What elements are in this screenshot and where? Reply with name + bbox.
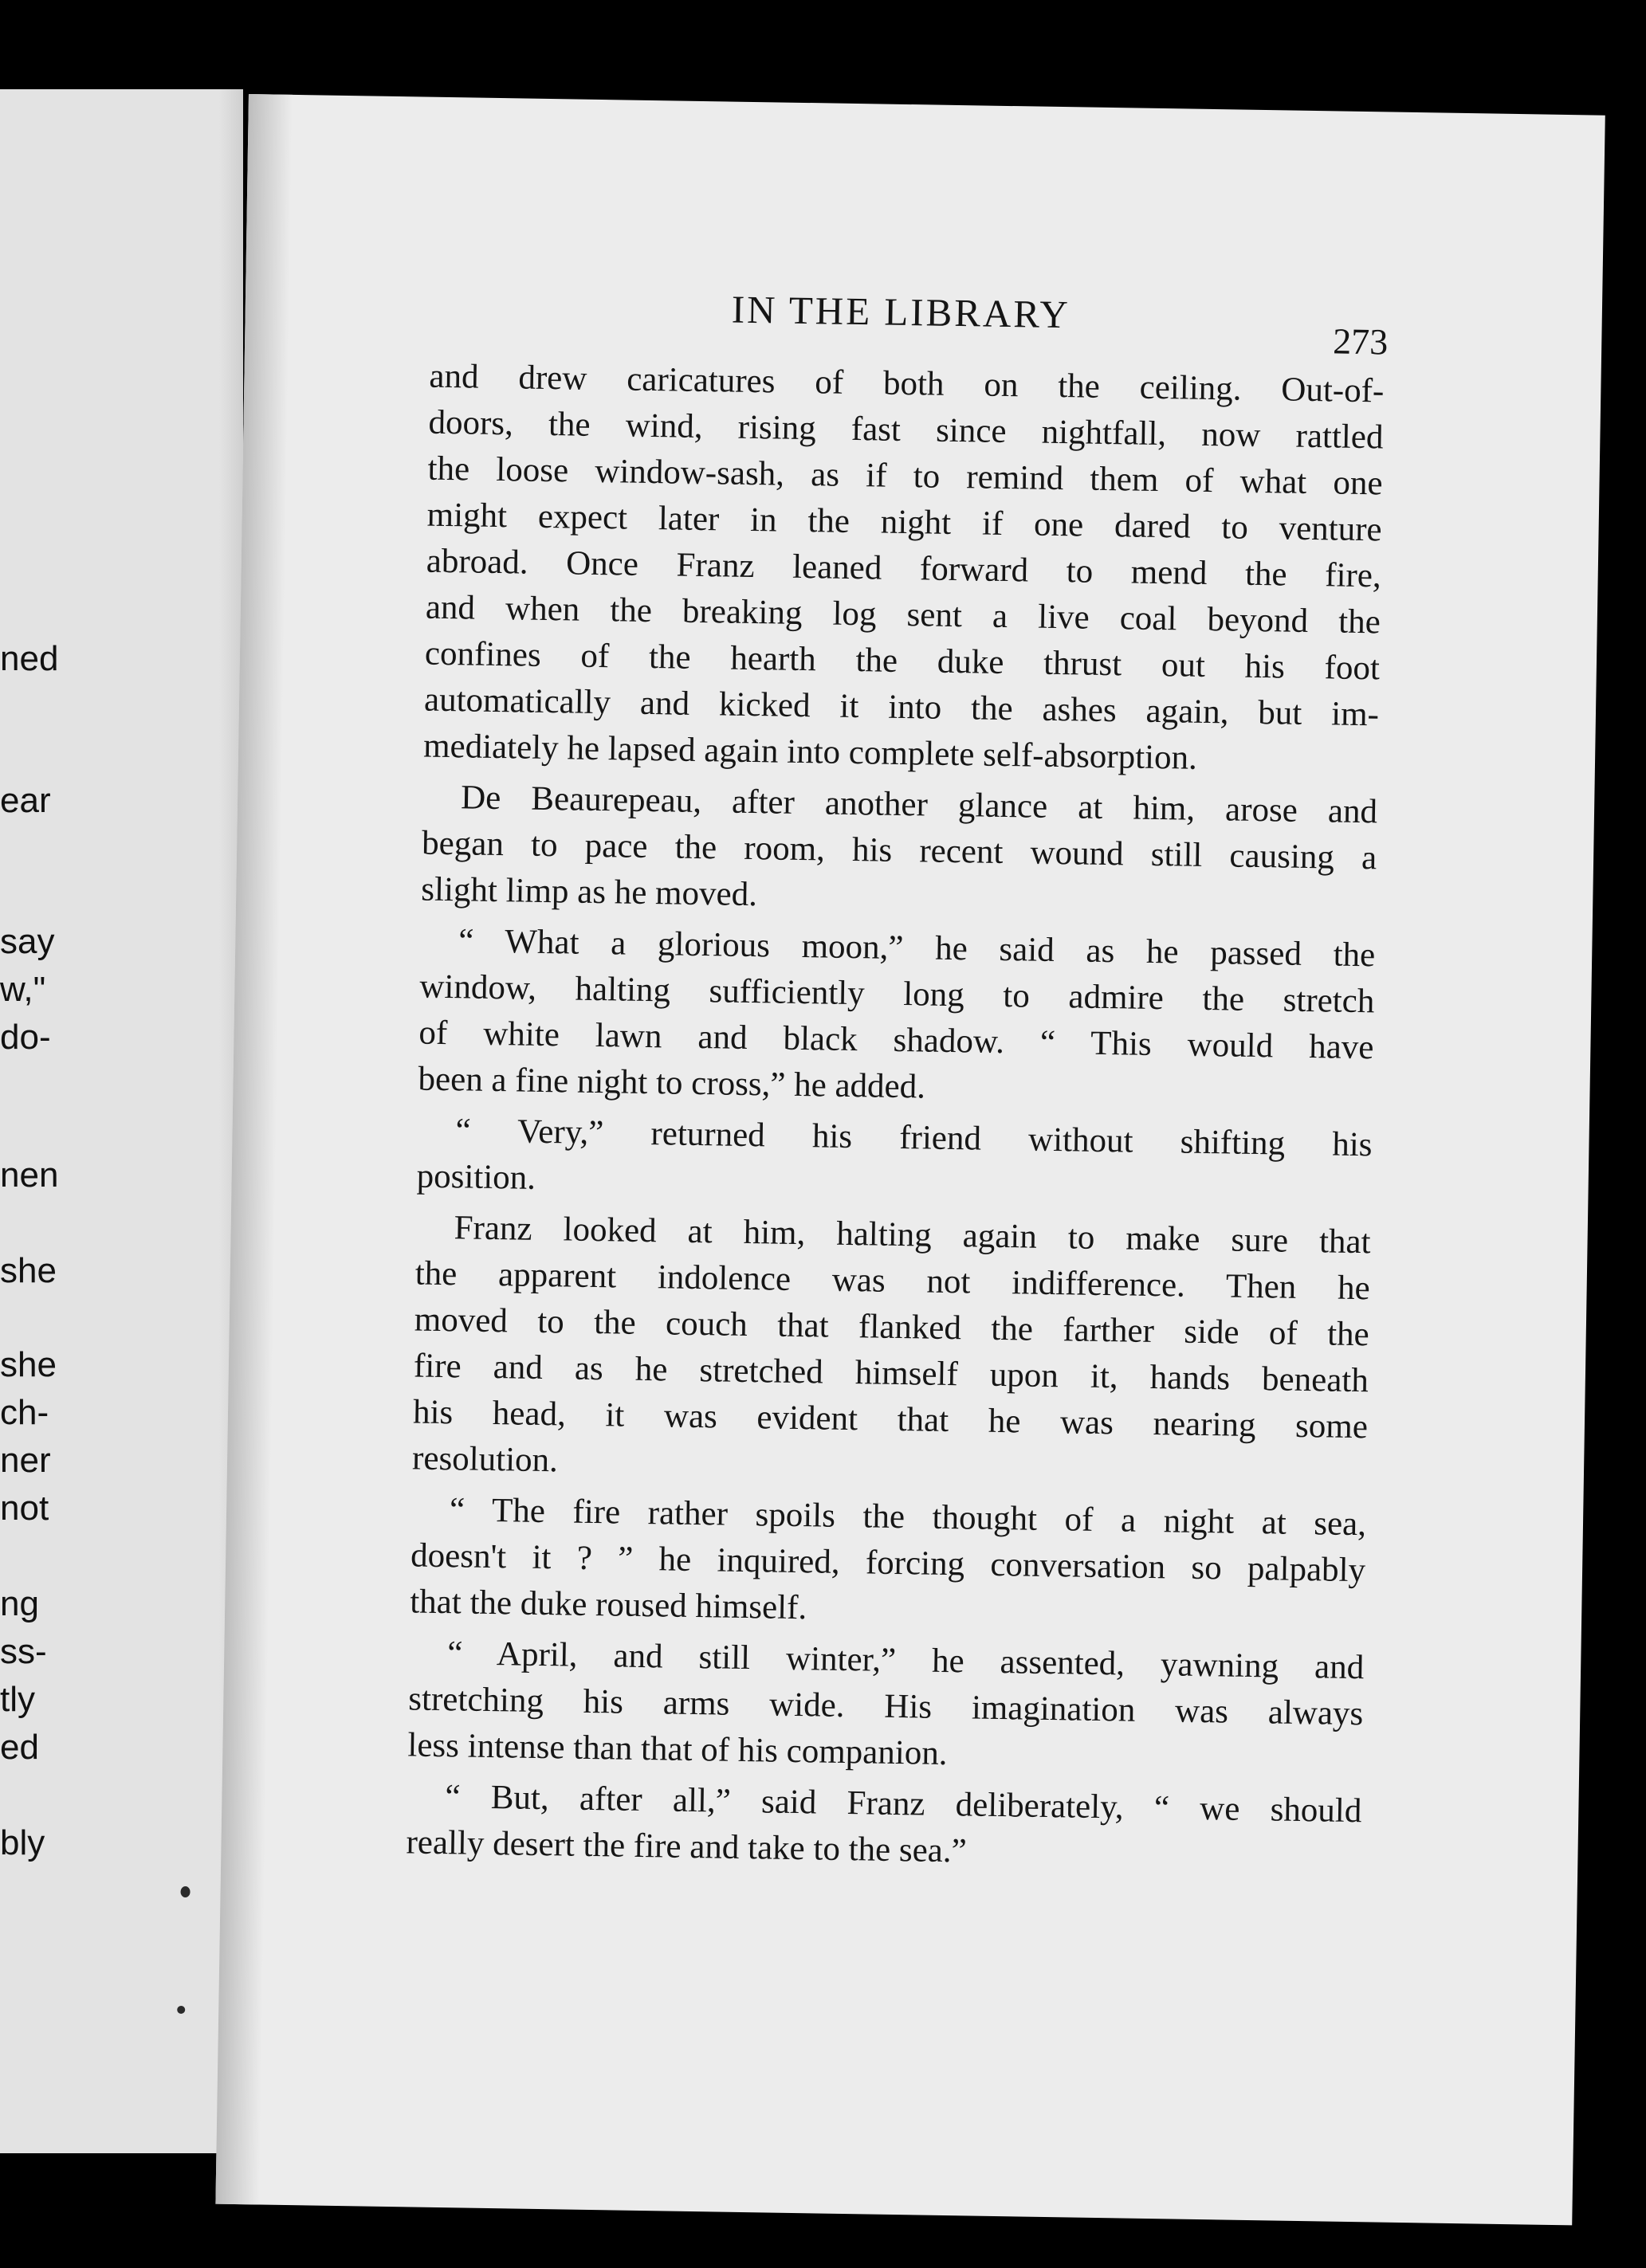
left-page-fragment: ned	[0, 639, 59, 678]
left-page-fragment: ear	[0, 781, 51, 820]
text-line: stretching his arms wide. His imagination was always	[408, 1680, 1364, 1733]
text-line: been a fine night to cross,” he added.	[418, 1060, 926, 1106]
body-text	[406, 354, 1385, 1881]
ink-speck	[177, 2006, 185, 2014]
left-page-fragment: ss-	[0, 1632, 47, 1671]
text-line: that the duke roused himself.	[409, 1583, 807, 1627]
text-line: mediately he lapsed again into complete self-absorption.	[422, 727, 1198, 777]
left-page-fragment: say	[0, 922, 55, 961]
text-line: slight limp as he moved.	[420, 870, 758, 914]
text-line: the loose window-sash, as if to remind them of what one	[427, 449, 1383, 503]
left-page-fragment: tly	[0, 1680, 35, 1719]
text-line: less intense than that of his companion.	[407, 1726, 948, 1773]
text-line: “ Very,” returned his friend without shifting his	[455, 1112, 1373, 1164]
left-page-fragment: ng	[0, 1584, 39, 1623]
text-line: Franz looked at him, halting again to make sure that	[454, 1209, 1371, 1262]
text-line: position.	[416, 1157, 536, 1197]
running-header: IN THE LIBRARY	[731, 287, 1071, 337]
text-line: “ The fire rather spoils the thought of a night at sea,	[449, 1491, 1367, 1544]
left-page	[0, 89, 243, 2153]
left-page-fragment: ch-	[0, 1393, 49, 1432]
text-line: moved to the couch that flanked the farther side of the	[414, 1301, 1370, 1354]
left-page-fragment: not	[0, 1489, 49, 1528]
text-line: began to pace the room, his recent wound still causing a	[421, 824, 1377, 877]
text-line: window, halting sufficiently long to admire the stretch	[419, 967, 1375, 1021]
text-line: and drew caricatures of both on the ceiling. Out-of-	[429, 357, 1385, 410]
text-line: “ April, and still winter,” he assented, yawning and	[446, 1634, 1365, 1687]
text-line: confines of the hearth the duke thrust out his foot	[424, 634, 1381, 688]
left-page-fragment: nen	[0, 1156, 59, 1195]
left-page-fragment: bly	[0, 1823, 45, 1862]
text-line: and when the breaking log sent a live coal beyond the	[425, 588, 1381, 642]
text-line: resolution.	[411, 1439, 559, 1480]
text-line: doors, the wind, rising fast since nightfall, now rattled	[428, 403, 1384, 457]
text-line: might expect later in the night if one dared to venture	[426, 496, 1382, 549]
text-line: doesn't it ? ” he inquired, forcing conversation so palpably	[410, 1536, 1366, 1590]
text-line: fire and as he stretched himself upon it, hands beneath	[413, 1347, 1369, 1400]
right-page	[215, 94, 1605, 2225]
left-page-fragment: do-	[0, 1018, 51, 1057]
text-line: abroad. Once Franz leaned forward to mend the fire,	[426, 542, 1382, 595]
left-page-fragment: she	[0, 1345, 57, 1384]
left-page-fragment: w,"	[0, 970, 46, 1009]
text-line: De Beaurepeau, after another glance at him, arose and	[460, 779, 1378, 831]
left-page-fragment: she	[0, 1251, 57, 1290]
text-line: of white lawn and black shadow. “ This would have	[418, 1014, 1374, 1067]
text-line: “ But, after all,” said Franz deliberately, “ we should	[445, 1778, 1362, 1830]
page-number: 273	[1332, 320, 1389, 363]
text-line: really desert the fire and take to the sea.”	[406, 1823, 968, 1870]
text-line: “ What a glorious moon,” he said as he passed the	[458, 922, 1376, 975]
text-line: automatically and kicked it into the ashes again, but im-	[423, 681, 1380, 734]
left-page-fragment: ed	[0, 1728, 39, 1767]
text-line: his head, it was evident that he was nearing some	[412, 1393, 1369, 1446]
text-line: the apparent indolence was not indifference. Then he	[414, 1254, 1371, 1308]
left-page-fragment: ner	[0, 1441, 51, 1480]
